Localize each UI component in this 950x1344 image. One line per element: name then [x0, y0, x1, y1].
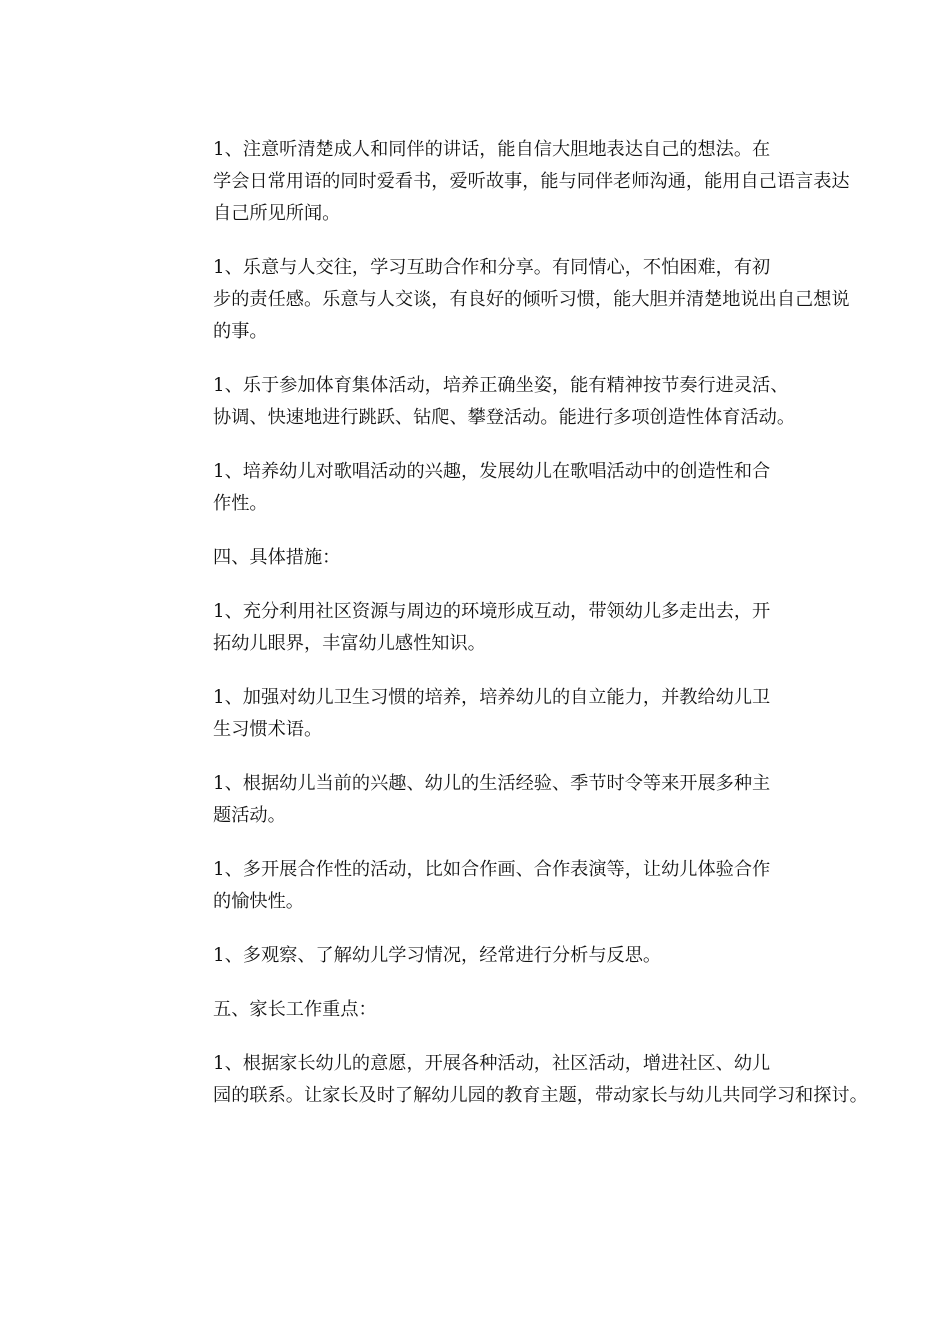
paragraph-line: 的事。	[213, 321, 268, 342]
paragraph-line: 题活动。	[213, 805, 286, 826]
paragraph-line: 1、培养幼儿对歌唱活动的兴趣，发展幼儿在歌唱活动中的创造性和合	[213, 461, 771, 482]
section-heading-parent-work	[137, 994, 827, 1026]
heading-line: 四、具体措施：	[213, 547, 341, 568]
paragraph-cooperative-activities	[137, 854, 827, 918]
paragraph-observation-reflection	[137, 940, 827, 972]
paragraph-hygiene-habits	[137, 682, 827, 746]
paragraph-community-resources	[137, 596, 827, 660]
paragraph-line: 1、加强对幼儿卫生习惯的培养，培养幼儿的自立能力，并教给幼儿卫	[213, 687, 771, 708]
paragraph-social-interaction	[137, 252, 850, 348]
paragraph-line: 1、充分利用社区资源与周边的环境形成互动，带领幼儿多走出去，开	[213, 601, 771, 622]
paragraph-line: 生习惯术语。	[213, 719, 323, 740]
paragraph-line: 1、根据幼儿当前的兴趣、幼儿的生活经验、季节时令等来开展多种主	[213, 773, 771, 794]
paragraph-line: 的愉快性。	[213, 891, 304, 912]
heading-line: 五、家长工作重点：	[213, 999, 377, 1020]
paragraph-line: 作性。	[213, 493, 268, 514]
paragraph-theme-activities	[137, 768, 827, 832]
paragraph-line: 协调、快速地进行跳跃、钻爬、攀登活动。能进行多项创造性体育活动。	[213, 407, 796, 428]
paragraph-line: 步的责任感。乐意与人交谈，有良好的倾听习惯，能大胆并清楚地说出自己想说	[213, 289, 850, 310]
paragraph-line: 1、注意听清楚成人和同伴的讲话，能自信大胆地表达自己的想法。在	[213, 139, 771, 160]
paragraph-physical-activity	[137, 370, 827, 434]
paragraph-line: 自己所见所闻。	[213, 203, 341, 224]
paragraph-parent-cooperation	[137, 1048, 868, 1112]
paragraph-line: 1、多观察、了解幼儿学习情况，经常进行分析与反思。	[213, 945, 662, 966]
paragraph-listen-and-express	[137, 134, 850, 230]
document-body	[137, 134, 868, 1134]
section-heading-specific-measures	[137, 542, 827, 574]
paragraph-singing	[137, 456, 827, 520]
paragraph-line: 1、多开展合作性的活动，比如合作画、合作表演等，让幼儿体验合作	[213, 859, 771, 880]
paragraph-line: 学会日常用语的同时爱看书，爱听故事，能与同伴老师沟通，能用自己语言表达	[213, 171, 850, 192]
paragraph-line: 拓幼儿眼界，丰富幼儿感性知识。	[213, 633, 486, 654]
paragraph-line: 1、乐于参加体育集体活动，培养正确坐姿，能有精神按节奏行进灵活、	[213, 375, 789, 396]
paragraph-line: 1、乐意与人交往，学习互助合作和分享。有同情心，不怕困难，有初	[213, 257, 771, 278]
paragraph-line: 1、根据家长幼儿的意愿，开展各种活动，社区活动，增进社区、幼儿	[213, 1053, 771, 1074]
paragraph-line: 园的联系。让家长及时了解幼儿园的教育主题，带动家长与幼儿共同学习和探讨。	[213, 1085, 868, 1106]
